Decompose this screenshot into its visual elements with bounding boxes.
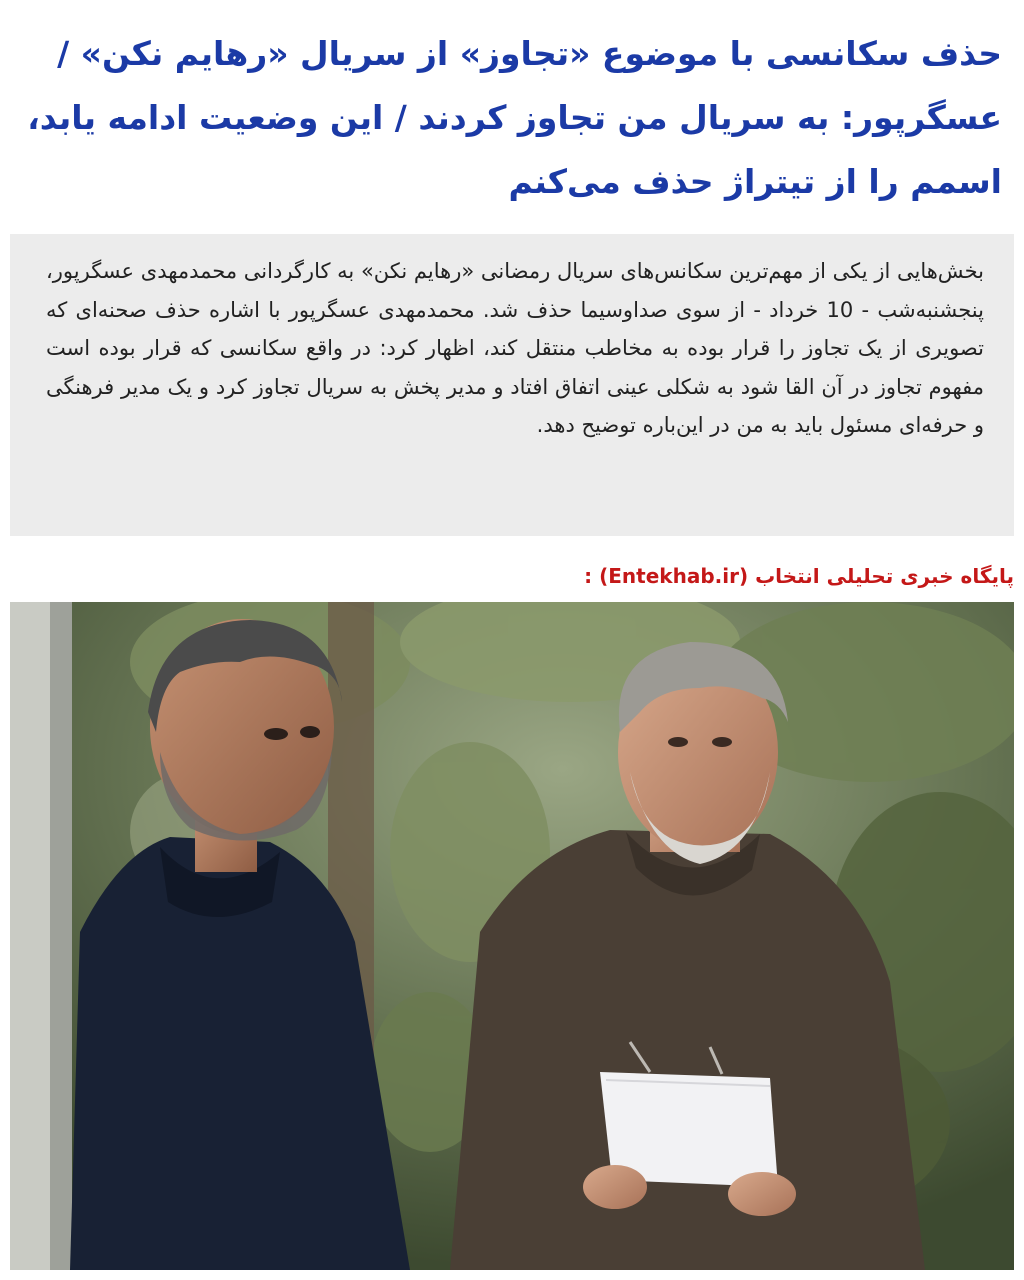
source-attribution: پایگاه خبری تحلیلی انتخاب (Entekhab.ir) : <box>584 564 1014 588</box>
article-lead-box <box>10 234 1014 536</box>
article-photo <box>10 602 1014 1270</box>
article-lead-text: بخش‌هایی از یکی از مهم‌ترین سکانس‌های سریال رمضانی «رهایم نکن» به کارگردانی محمدمهدی عسگرپور، پنجشنبه‌شب - 10 خرداد - از سوی صداوسیما حذف شد. محمدمهدی عسگرپور با اشاره حذف صحنه‌ای که تصویری از یک تجاوز را قرار بوده به مخاطب منتقل کند، اظهار کرد: در واقع سکانسی که قرار بوده است مفهوم تجاوز در آن القا شود به شکلی عینی اتفاق افتاد و مدیر پخش به سریال تجاوز کرد و یک مدیر فرهنگی و حرفه‌ای مسئول باید به من در این‌باره توضیح دهد. <box>46 259 984 437</box>
article-headline: حذف سکانسی با موضوع «تجاوز» از سریال «رهایم نکن» / عسگرپور: به سریال من تجاوز کردند / این وضعیت ادامه یابد، اسمم را از تیتراژ حذف می‌کنم <box>27 34 1002 201</box>
